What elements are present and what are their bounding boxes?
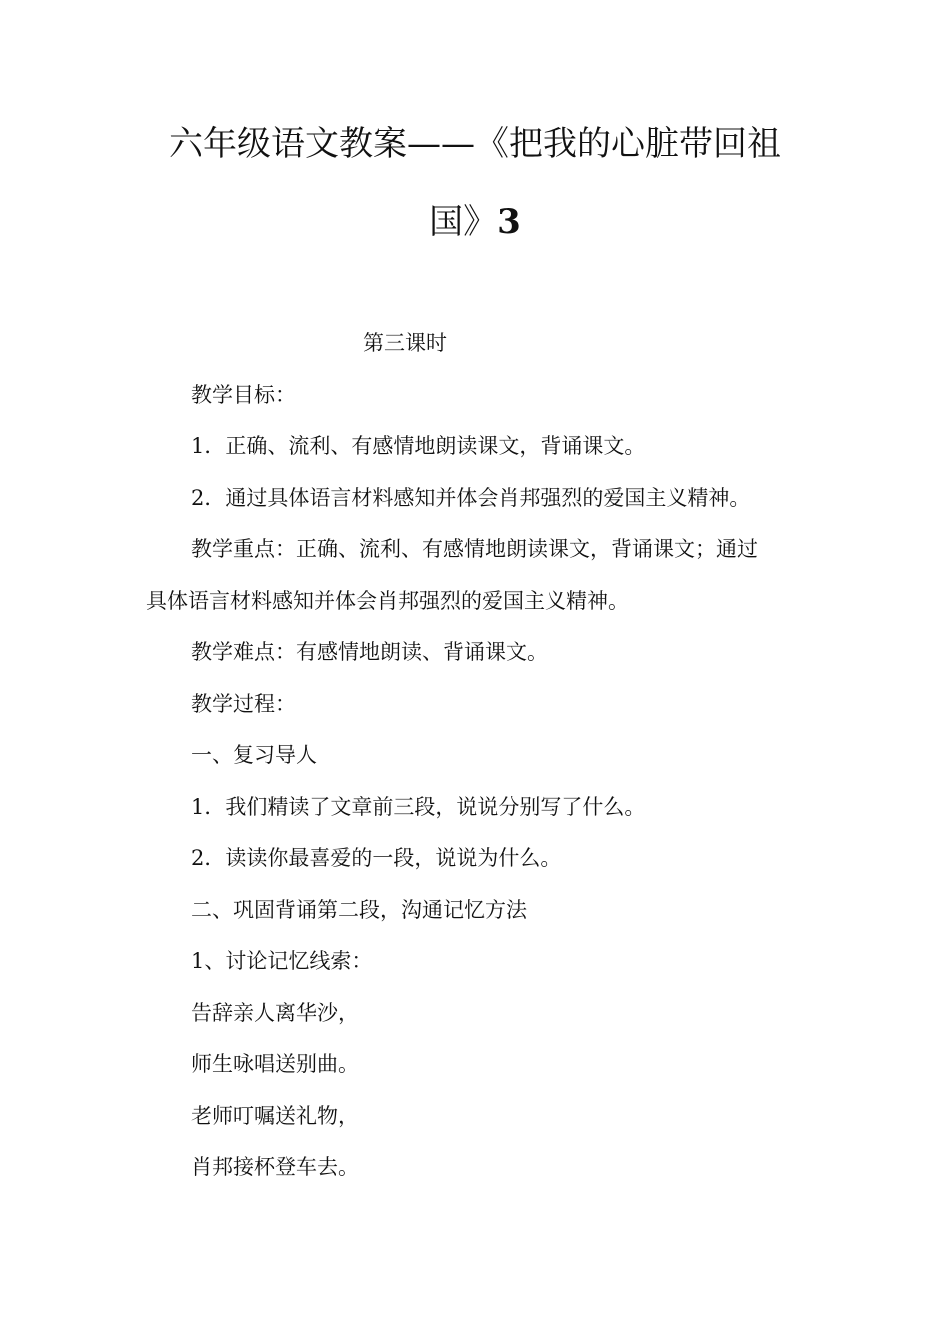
section-heading-2: 二、巩固背诵第二段，沟通记忆方法 [191, 898, 527, 922]
teaching-focus-paragraph: 教学重点：正确、流利、有感情地朗读课文，背诵课文；通过 [191, 537, 758, 561]
goal-item-2: 2．通过具体语言材料感知并体会肖邦强烈的爱国主义精神。 [191, 486, 751, 510]
verse-line-3: 老师叮嘱送礼物， [191, 1104, 359, 1128]
lesson-period-subtitle: 第三课时 [363, 331, 447, 355]
title-text-2: 国》 [429, 202, 498, 242]
document-title-line-1 [0, 124, 950, 164]
verse-line-2: 师生咏唱送别曲。 [191, 1052, 359, 1076]
section-2-item-1: 1、讨论记忆线索： [191, 949, 373, 973]
teaching-goals-heading: 教学目标： [191, 383, 296, 407]
teaching-process-heading: 教学过程： [191, 692, 296, 716]
teaching-focus-paragraph-cont: 具体语言材料感知并体会肖邦强烈的爱国主义精神。 [146, 589, 629, 613]
section-heading-1: 一、复习导人 [191, 743, 317, 767]
section-1-item-1: 1．我们精读了文章前三段，说说分别写了什么。 [191, 795, 646, 819]
goal-item-1: 1．正确、流利、有感情地朗读课文，背诵课文。 [191, 434, 646, 458]
teaching-difficulty-paragraph: 教学难点：有感情地朗读、背诵课文。 [191, 640, 548, 664]
title-number: 3 [497, 202, 521, 242]
verse-line-4: 肖邦接杯登车去。 [191, 1155, 359, 1179]
document-title-line-2 [0, 202, 950, 242]
title-text-1: 六年级语文教案——《把我的心脏带回祖 [169, 124, 781, 164]
verse-line-1: 告辞亲人离华沙， [191, 1001, 359, 1025]
section-1-item-2: 2．读读你最喜爱的一段，说说为什么。 [191, 846, 562, 870]
